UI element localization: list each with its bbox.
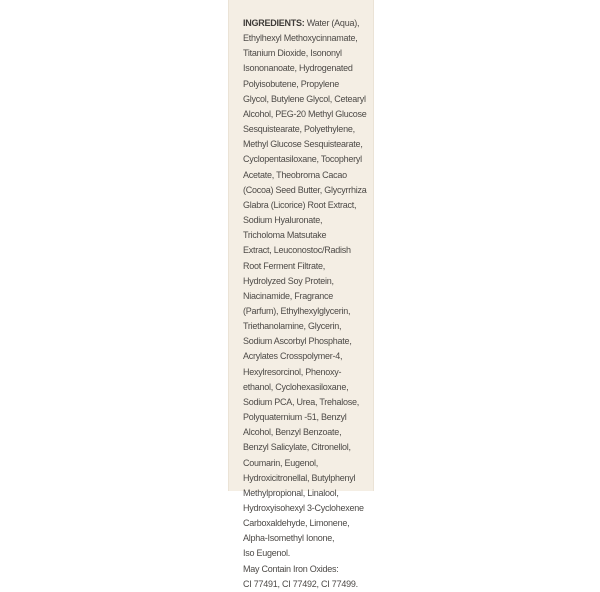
ingredients-line: Hydrolyzed Soy Protein,: [243, 275, 334, 286]
ingredients-line: Coumarin, Eugenol,: [243, 457, 319, 468]
ingredients-line: Titanium Dioxide, Isononyl: [243, 48, 342, 59]
ingredients-line: CI 77491, CI 77492, CI 77499.: [243, 578, 358, 589]
ingredients-line: Iso Eugenol.: [243, 548, 291, 559]
ingredients-line: Polyisobutene, Propylene: [243, 78, 340, 89]
ingredients-line: Cyclopentasiloxane, Tocopheryl: [243, 154, 362, 165]
ingredients-line: Alpha-Isomethyl Ionone,: [243, 533, 335, 544]
ingredients-line: Acetate, Theobroma Cacao: [243, 169, 347, 180]
ingredients-line: Root Ferment Filtrate,: [243, 260, 326, 271]
ingredients-line: Acrylates Crosspolymer-4,: [243, 351, 343, 362]
ingredients-line: Alcohol, PEG-20 Methyl Glucose: [243, 108, 367, 119]
ingredients-line: Glabra (Licorice) Root Extract,: [243, 199, 357, 210]
ingredients-line: Glycol, Butylene Glycol, Cetearyl: [243, 93, 366, 104]
ingredients-line: Triethanolamine, Glycerin,: [243, 321, 342, 332]
ingredients-line: Sodium Hyaluronate,: [243, 215, 323, 226]
ingredients-line: Hydroxyisohexyl 3-Cyclohexene: [243, 503, 364, 513]
ingredients-line: Sodium PCA, Urea, Trehalose,: [243, 396, 360, 407]
ingredients-text-block: [243, 16, 375, 592]
ingredients-line: Ethylhexyl Methoxycinnamate,: [243, 33, 358, 44]
ingredients-line: Methylpropional, Linalool,: [243, 487, 339, 498]
ingredients-line: Extract, Leuconostoc/Radish: [243, 245, 351, 256]
ingredients-line: Hydroxicitronellal, Butylphenyl: [243, 472, 356, 483]
ingredients-line: Carboxaldehyde, Limonene,: [243, 518, 350, 529]
ingredients-line: Sodium Ascorbyl Phosphate,: [243, 336, 352, 347]
ingredients-heading: INGREDIENTS:: [243, 18, 305, 28]
ingredients-line: Niacinamide, Fragrance: [243, 290, 334, 301]
ingredients-line: Isononanoate, Hydrogenated: [243, 63, 353, 74]
ingredients-line: Tricholoma Matsutake: [243, 230, 327, 241]
ingredients-line: ethanol, Cyclohexasiloxane,: [243, 381, 349, 392]
ingredients-line-text: Water (Aqua),: [304, 18, 360, 28]
ingredients-line: Sesquistearate, Polyethylene,: [243, 124, 355, 135]
ingredients-line: Polyquaternium -51, Benzyl: [243, 412, 347, 423]
ingredients-line: Benzyl Salicylate, Citronellol,: [243, 442, 351, 453]
ingredients-line: [243, 16, 375, 31]
ingredients-line: (Cocoa) Seed Butter, Glycyrrhiza: [243, 184, 367, 195]
ingredients-line: Alcohol, Benzyl Benzoate,: [243, 427, 342, 438]
ingredients-line: May Contain Iron Oxides:: [243, 563, 339, 574]
ingredients-line: Hexylresorcinol, Phenoxy-: [243, 366, 342, 377]
ingredients-line: (Parfum), Ethylhexylglycerin,: [243, 305, 351, 316]
ingredients-line: Methyl Glucose Sesquistearate,: [243, 139, 363, 150]
